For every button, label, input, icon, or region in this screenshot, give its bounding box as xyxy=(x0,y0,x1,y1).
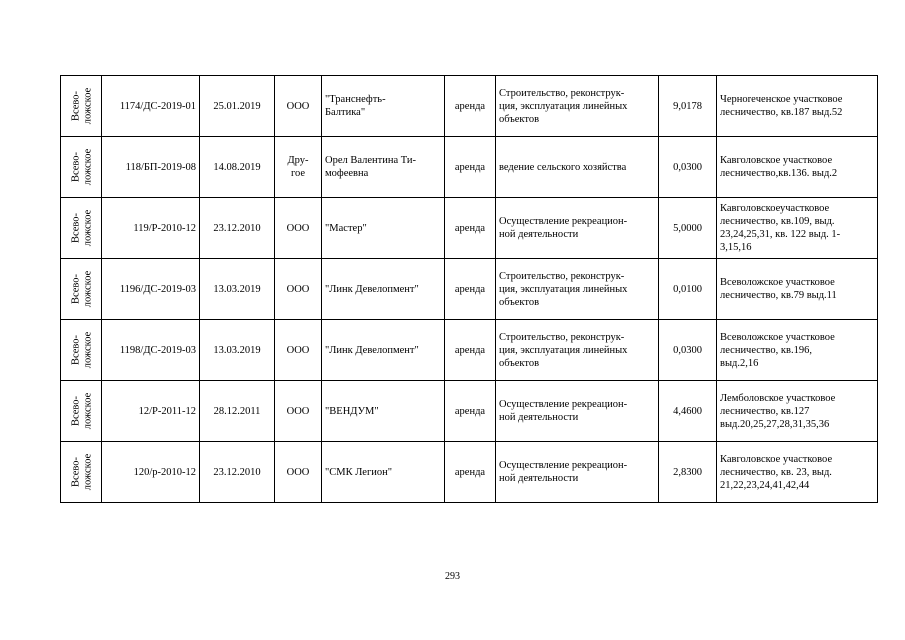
cell-line: ция, эксплуатация линейных xyxy=(499,344,628,356)
location-cell xyxy=(717,320,878,381)
purpose-cell xyxy=(496,381,659,442)
district-label xyxy=(70,88,94,125)
cell-line: лесничество, кв.109, выд. xyxy=(720,216,835,227)
location-cell xyxy=(717,259,878,320)
cell-line: объектов xyxy=(499,357,540,369)
lessee-cell xyxy=(322,76,445,137)
district-line: Всево- xyxy=(70,151,82,183)
use-kind-cell: аренда xyxy=(445,442,496,503)
use-kind-cell: аренда xyxy=(445,320,496,381)
contract-date-cell: 23.12.2010 xyxy=(200,442,275,503)
purpose-cell xyxy=(496,76,659,137)
district-label xyxy=(70,210,94,247)
district-line: Всево- xyxy=(70,395,82,427)
contract-date-cell: 28.12.2011 xyxy=(200,381,275,442)
lessee-cell xyxy=(322,381,445,442)
cell-line: лесничество, кв.196, xyxy=(720,344,812,356)
cell-line: выд.20,25,27,28,31,35,36 xyxy=(720,418,830,430)
purpose-cell xyxy=(496,442,659,503)
cell-line: выд.2,16 xyxy=(720,357,759,369)
cell-line: "Линк Девелопмент" xyxy=(325,344,419,356)
location-cell xyxy=(717,137,878,198)
district-line: ложское xyxy=(82,148,94,186)
cell-line: Кавголовское участковое xyxy=(720,155,833,166)
use-kind-cell: аренда xyxy=(445,259,496,320)
district-cell xyxy=(61,137,102,198)
district-line: ложское xyxy=(82,392,94,430)
legal-form-cell xyxy=(275,320,322,381)
lessee-cell xyxy=(322,198,445,259)
table-row xyxy=(61,137,878,198)
cell-line: ной деятельности xyxy=(499,412,579,423)
cell-line: лесничество, кв.79 выд.11 xyxy=(720,290,837,301)
table-row xyxy=(61,198,878,259)
cell-line: Лемболовское участковое xyxy=(720,392,836,404)
cell-line: лесничество, кв.187 выд.52 xyxy=(720,107,843,118)
district-line: ложское xyxy=(82,331,94,369)
cell-line: 23,24,25,31, кв. 122 выд. 1- xyxy=(720,229,841,240)
cell-line: Осуществление рекреацион- xyxy=(499,460,628,471)
table-row xyxy=(61,259,878,320)
cell-line: "Транснефть- xyxy=(325,94,386,105)
cell-line: ведение сельского хозяйства xyxy=(499,161,627,173)
legal-form-cell xyxy=(275,259,322,320)
legal-form-cell xyxy=(275,198,322,259)
area-cell: 2,8300 xyxy=(659,442,717,503)
cell-line: гое xyxy=(290,168,306,179)
district-line: Всево- xyxy=(70,456,82,488)
legal-form-cell xyxy=(275,76,322,137)
cell-line: "Линк Девелопмент" xyxy=(325,283,419,295)
district-label xyxy=(70,271,94,308)
location-cell xyxy=(717,198,878,259)
contract-number-cell: 1174/ДС-2019-01 xyxy=(102,76,200,137)
cell-line: ной деятельности xyxy=(499,473,579,484)
contract-date-cell: 14.08.2019 xyxy=(200,137,275,198)
cell-line: Кавголовское участковое xyxy=(720,453,833,465)
legal-form-cell xyxy=(275,137,322,198)
purpose-cell xyxy=(496,137,659,198)
district-label xyxy=(70,393,94,430)
area-cell: 0,0300 xyxy=(659,320,717,381)
legal-form-cell xyxy=(275,381,322,442)
cell-line: лесничество,кв.136. выд.2 xyxy=(720,168,838,179)
district-line: Всево- xyxy=(70,334,82,366)
cell-line: "Мастер" xyxy=(325,222,367,234)
cell-line: лесничество, кв. 23, выд. xyxy=(720,466,832,478)
district-cell xyxy=(61,259,102,320)
cell-line: ция, эксплуатация линейных xyxy=(499,283,628,295)
location-cell xyxy=(717,442,878,503)
use-kind-cell: аренда xyxy=(445,198,496,259)
cell-line: "СМК Легион" xyxy=(325,466,393,478)
lessee-cell xyxy=(322,320,445,381)
cell-line: Дру- xyxy=(287,155,309,166)
district-cell xyxy=(61,381,102,442)
cell-line: Балтика" xyxy=(325,107,366,118)
cell-line: Черноreченское участковое xyxy=(720,94,843,105)
cell-line: объектов xyxy=(499,113,540,125)
cell-line: объектов xyxy=(499,296,540,308)
legal-form-cell xyxy=(275,442,322,503)
contract-number-cell: 1196/ДС-2019-03 xyxy=(102,259,200,320)
table-row xyxy=(61,76,878,137)
district-cell xyxy=(61,320,102,381)
contract-number-cell: 1198/ДС-2019-03 xyxy=(102,320,200,381)
contract-date-cell: 23.12.2010 xyxy=(200,198,275,259)
cell-line: ООО xyxy=(286,222,310,234)
location-cell xyxy=(717,76,878,137)
contract-date-cell: 13.03.2019 xyxy=(200,259,275,320)
table-row xyxy=(61,381,878,442)
table-row xyxy=(61,442,878,503)
area-cell: 5,0000 xyxy=(659,198,717,259)
cell-line: ООО xyxy=(286,405,310,417)
use-kind-cell: аренда xyxy=(445,381,496,442)
contract-date-cell: 25.01.2019 xyxy=(200,76,275,137)
district-cell xyxy=(61,198,102,259)
district-line: Всево- xyxy=(70,273,82,305)
contract-number-cell: 118/БП-2019-08 xyxy=(102,137,200,198)
cell-line: "ВЕНДУМ" xyxy=(325,405,379,417)
cell-line: лесничество, кв.127 xyxy=(720,405,810,417)
area-cell: 0,0300 xyxy=(659,137,717,198)
page-number: 293 xyxy=(445,571,460,582)
lessee-cell xyxy=(322,137,445,198)
district-line: ложское xyxy=(82,270,94,308)
purpose-cell xyxy=(496,259,659,320)
district-line: ложское xyxy=(82,209,94,247)
contract-number-cell: 12/Р-2011-12 xyxy=(102,381,200,442)
cell-line: Строительство, реконструк- xyxy=(499,331,625,343)
cell-line: мофеевна xyxy=(325,168,369,179)
cell-line: 3,15,16 xyxy=(720,242,752,253)
district-label xyxy=(70,332,94,369)
location-cell xyxy=(717,381,878,442)
district-line: ложское xyxy=(82,453,94,491)
area-cell: 9,0178 xyxy=(659,76,717,137)
district-label xyxy=(70,149,94,186)
contract-number-cell: 119/Р-2010-12 xyxy=(102,198,200,259)
district-line: ложское xyxy=(82,87,94,125)
cell-line: ООО xyxy=(286,283,310,295)
table-body xyxy=(61,76,878,503)
cell-line: 21,22,23,24,41,42,44 xyxy=(720,479,810,491)
cell-line: Кавголовскоеучастковое xyxy=(720,203,830,214)
purpose-cell xyxy=(496,198,659,259)
area-cell: 0,0100 xyxy=(659,259,717,320)
cell-line: Строительство, реконструк- xyxy=(499,87,625,99)
cell-line: ООО xyxy=(286,100,310,112)
district-label xyxy=(70,454,94,491)
cell-line: ООО xyxy=(286,466,310,478)
cell-line: Строительство, реконструк- xyxy=(499,270,625,282)
cell-line: Всеволожское участковое xyxy=(720,331,835,343)
cell-line: Осуществление рекреацион- xyxy=(499,216,628,227)
lessee-cell xyxy=(322,442,445,503)
district-cell xyxy=(61,442,102,503)
table-row xyxy=(61,320,878,381)
cell-line: Осуществление рекреацион- xyxy=(499,399,628,410)
cell-line: Орел Валентина Ти- xyxy=(325,155,417,166)
contract-date-cell: 13.03.2019 xyxy=(200,320,275,381)
lease-table xyxy=(60,75,878,503)
area-cell: 4,4600 xyxy=(659,381,717,442)
lessee-cell xyxy=(322,259,445,320)
use-kind-cell: аренда xyxy=(445,76,496,137)
cell-line: ция, эксплуатация линейных xyxy=(499,100,628,112)
district-line: Всево- xyxy=(70,212,82,244)
use-kind-cell: аренда xyxy=(445,137,496,198)
cell-line: ной деятельности xyxy=(499,229,579,240)
cell-line: Всеволожское участковое xyxy=(720,277,835,288)
district-line: Всево- xyxy=(70,90,82,122)
contract-number-cell: 120/р-2010-12 xyxy=(102,442,200,503)
purpose-cell xyxy=(496,320,659,381)
cell-line: ООО xyxy=(286,344,310,356)
district-cell xyxy=(61,76,102,137)
